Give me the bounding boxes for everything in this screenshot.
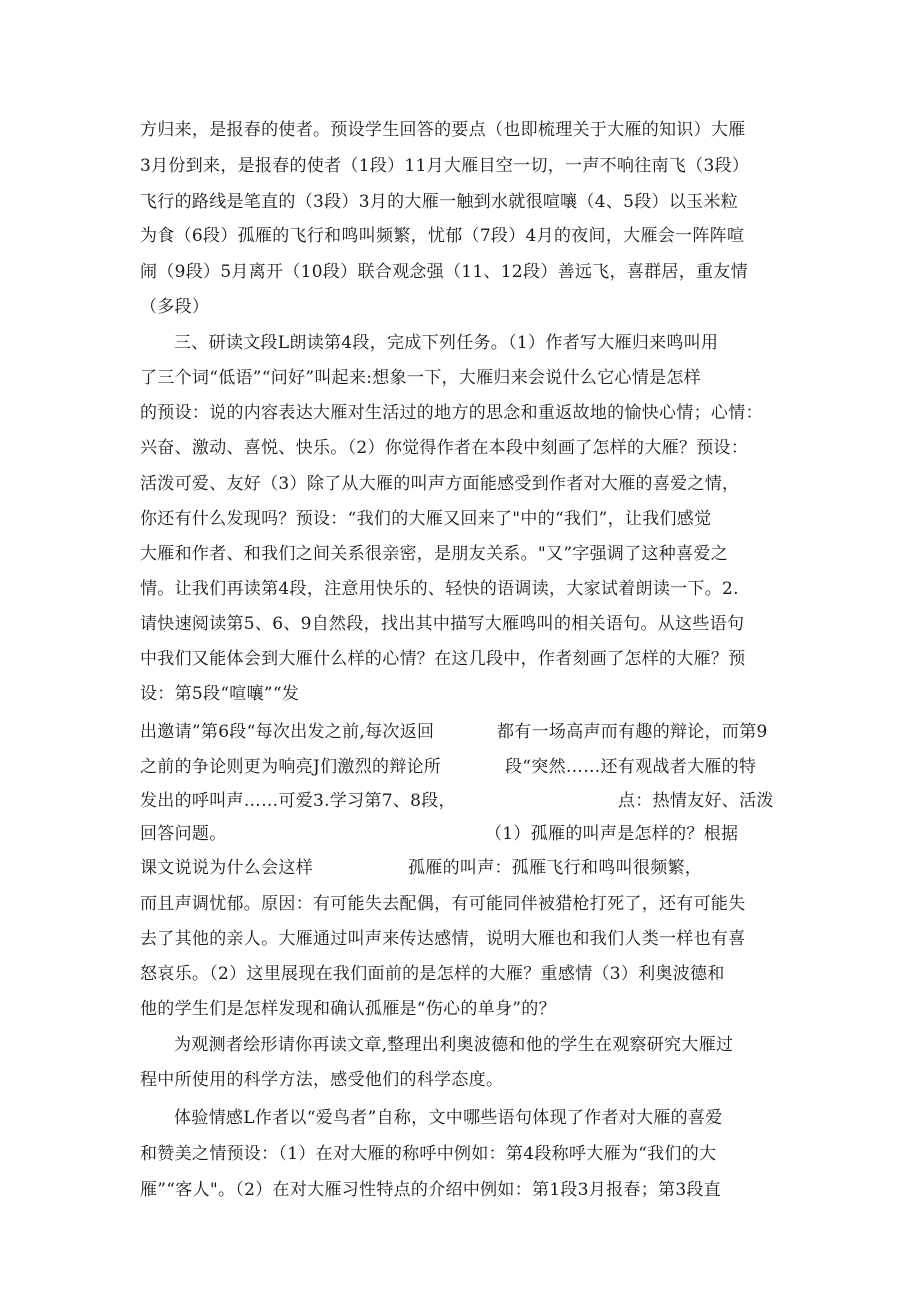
- text-line: 请快速阅读第5、6、9自然段，找出其中描写大雁鸣叫的相关语句。从这些语句: [140, 614, 745, 634]
- text-line: 兴奋、激动、喜悦、快乐。（2）你觉得作者在本段中刻画了怎样的大雁？预设：: [140, 438, 749, 458]
- text-line: 的预设：说的内容表达大雁对生活过的地方的思念和重返故地的愉快心情；心情：: [140, 403, 763, 423]
- text-line: （多段）: [140, 297, 210, 317]
- text-line: 3月份到来，是报春的使者（1段）11月大雁目空一切，一声不响往南飞（3段）: [140, 156, 750, 176]
- text-line: （1）孤雁的叫声是怎样的？根据: [485, 824, 739, 844]
- text-line: 去了其他的亲人。大雁通过叫声来传达感情，说明大雁也和我们人类一样也有喜: [140, 929, 746, 949]
- text-line: 飞行的路线是笔直的（3段）3月的大雁一触到水就很喧嚷（4、5段）以玉米粒: [140, 192, 739, 212]
- text-line: 闹（9段）5月离开（10段）联合观念强（11、12段）善远飞，喜群居，重友情: [140, 262, 748, 282]
- text-line: 点：热情友好、活泼: [618, 791, 774, 811]
- text-line: 为观测者绘形请你再读文章,整理出利奥波德和他的学生在观察研究大雁过: [174, 1035, 734, 1055]
- text-line: 都有一场高声而有趣的辩论，而第9: [497, 722, 768, 742]
- text-line: 出邀请”第6段“每次出发之前,每次返回: [140, 722, 435, 742]
- text-line: 三、研读文段L朗读第4段，完成下列任务。（1）作者写大雁归来鸣叫用: [174, 333, 719, 353]
- text-line: 而且声调忧郁。原因：有可能失去配偶，有可能同伴被猎枪打死了，还有可能失: [140, 894, 746, 914]
- text-line: 体验情感L作者以“爱鸟者”自称，文中哪些语句体现了作者对大雁的喜爱: [174, 1108, 723, 1128]
- text-line: 和赞美之情预设：（1）在对大雁的称呼中例如：第4段称呼大雁为“我们的大: [140, 1144, 717, 1164]
- text-line: 情。让我们再读第4段，注意用快乐的、轻快的语调读，大家试着朗读一下。2.: [140, 579, 739, 599]
- text-line: 孤雁的叫声：孤雁飞行和鸣叫很频繁，: [408, 858, 703, 878]
- text-line: 段“突然……还有观战者大雁的特: [505, 757, 757, 777]
- text-line: 程中所使用的科学方法，感受他们的科学态度。: [140, 1070, 504, 1090]
- text-line: 了三个词“低语”“问好”叫起来:想象一下，大雁归来会说什么它心情是怎样: [140, 368, 701, 388]
- text-line: 怒哀乐。（2）这里展现在我们面前的是怎样的大雁？重感情（3）利奥波德和: [140, 964, 725, 984]
- text-line: 你还有什么发现吗？预设：“我们的大雁又回来了"中的“我们”，让我们感觉: [140, 509, 712, 529]
- text-line: 活泼可爱、友好（3）除了从大雁的叫声方面能感受到作者对大雁的喜爱之情，: [140, 474, 740, 494]
- text-line: 大雁和作者、和我们之间关系很亲密，是朋友关系。"又”字强调了这种喜爱之: [140, 544, 729, 564]
- text-line: 为食（6段）孤雁的飞行和鸣叫频繁，忧郁（7段）4月的夜间，大雁会一阵阵喧: [140, 226, 745, 246]
- text-line: 中我们又能体会到大雁什么样的心情？在这几段中，作者刻画了怎样的大雁？预: [140, 649, 746, 669]
- text-line: 方归来，是报春的使者。预设学生回答的要点（也即梳理关于大雁的知识）大雁: [140, 120, 746, 140]
- text-line: 课文说说为什么会这样: [140, 858, 313, 878]
- text-line: 发出的呼叫声……可爱3.学习第7、8段，: [140, 791, 456, 811]
- text-line: 设：第5段“喧嚷”“发: [140, 684, 300, 704]
- text-line: 雁”“客人"。（2）在对大雁习性特点的介绍中例如：第1段3月报春；第3段直: [140, 1180, 722, 1200]
- text-line: 他的学生们是怎样发现和确认孤雁是“伤心的单身”的？: [140, 999, 556, 1019]
- text-line: 之前的争论则更为响亮J们激烈的辩论所: [140, 757, 442, 777]
- text-line: 回答问题。: [140, 824, 227, 844]
